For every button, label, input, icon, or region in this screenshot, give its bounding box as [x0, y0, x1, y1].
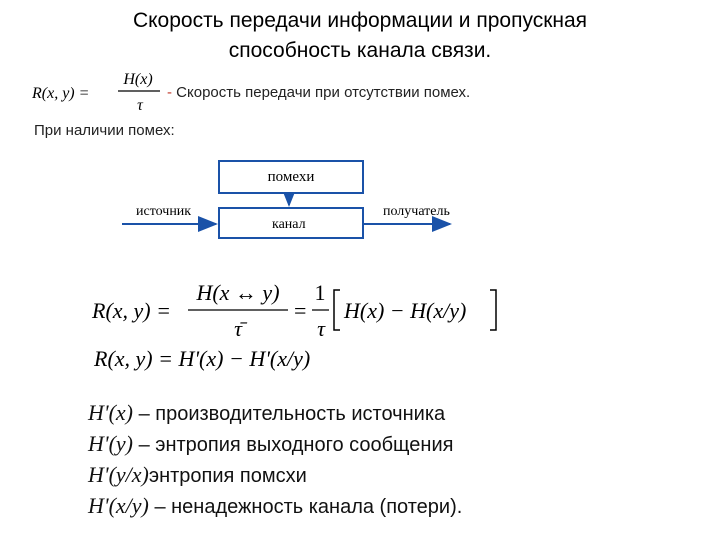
formula1-description: Скорость передачи при отсутствии помех.: [176, 84, 471, 101]
eq1-left-bracket: [334, 290, 340, 330]
definition-symbol: H'(x): [88, 400, 134, 425]
definitions-list: [88, 398, 462, 522]
definition-row: [88, 460, 462, 491]
formula-rate-no-noise: [32, 66, 172, 116]
slide-title: [80, 6, 640, 66]
receiver-label: получатель: [383, 204, 450, 219]
definition-row: [88, 398, 462, 429]
noise-present-label: При наличии помех:: [34, 122, 175, 139]
eq1-right-bracket: [490, 290, 496, 330]
formula1-dash: -: [167, 84, 172, 101]
formula1-denominator: τ: [137, 97, 143, 114]
channel-label: канал: [272, 217, 306, 232]
eq1-equals: =: [294, 298, 307, 323]
source-label: источник: [136, 204, 192, 219]
formula1-lhs: R(x, y) =: [32, 85, 90, 102]
definition-text: энтропия помсхи: [148, 465, 307, 487]
eq1-bracket-content: H(x) − H(x/y): [344, 298, 467, 323]
definition-row: [88, 491, 462, 522]
definition-symbol: H'(x/y): [88, 493, 149, 518]
definition-symbol: H'(y): [88, 431, 134, 456]
title-line-2: способность канала связи.: [228, 39, 492, 62]
definition-row: [88, 429, 462, 460]
definition-text: – энтропия выходного сообщения: [133, 434, 454, 456]
equation-rate-with-noise: [88, 276, 528, 344]
definition-text: – производительность источника: [133, 403, 446, 425]
eq1-one: 1: [314, 280, 326, 305]
eq1-denominator: τ̄: [234, 316, 242, 341]
noise-box: помехи: [218, 160, 364, 194]
eq1-numerator: H(x ↔ y): [196, 280, 280, 305]
eq1-tau: τ: [317, 316, 325, 341]
formula1-description-row: [167, 84, 470, 101]
equation-rate-derivative: R(x, y) = H'(x) − H'(x/y): [94, 346, 311, 371]
definition-text: – ненадежность канала (потери).: [148, 496, 463, 518]
formula1-numerator: H(x): [123, 71, 153, 88]
title-line-1: Скорость передачи информации и пропускная: [132, 9, 588, 32]
eq1-lhs: R(x, y) =: [92, 298, 171, 323]
definition-symbol: H'(y/x): [88, 462, 149, 487]
